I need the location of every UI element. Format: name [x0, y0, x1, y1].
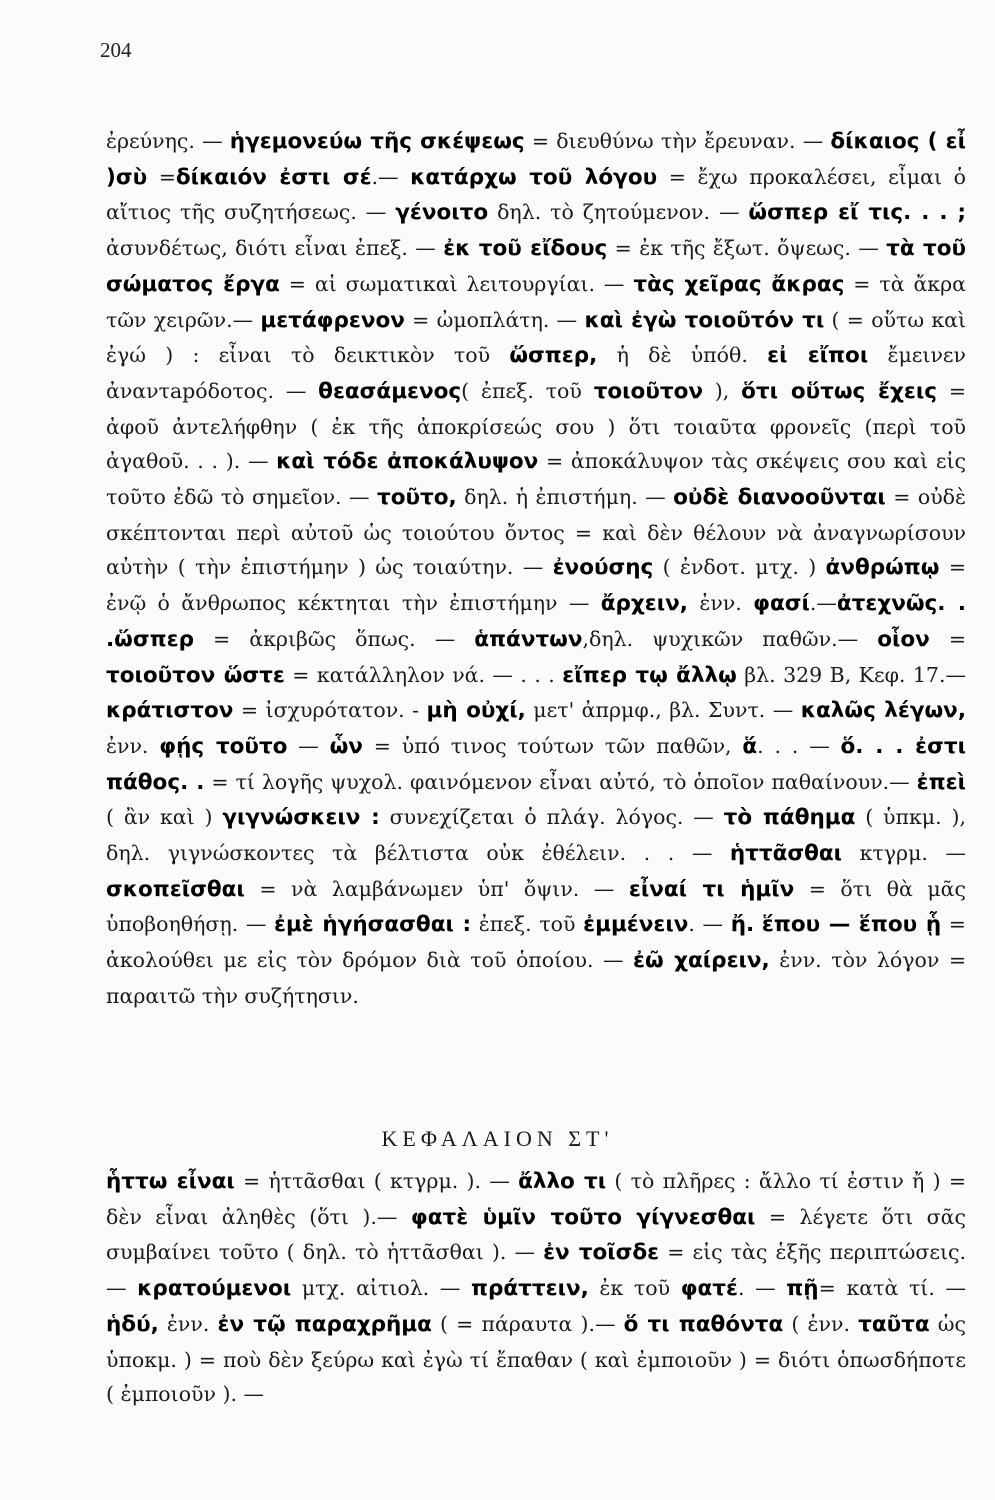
gloss-text: ἀσυνδέτως, διότι εἶναι ἐπεξ. — [106, 236, 444, 261]
gloss-text: = τὰ ἄκρα τῶν χειρῶν.— [106, 271, 966, 332]
lemma-term: ἐν τῷ παραχρῆμα [217, 1311, 432, 1337]
lemma-term: φατὲ ὑμῖν τοῦτο γίγνεσθαι [410, 1204, 756, 1230]
gloss-text: μετ' ἀπρμφ., βλ. Συντ. — [525, 698, 801, 723]
gloss-text: = ἔχω προκαλέσει, εἶμαι ὁ αἴτιος τῆς συζητήσεως. — [106, 164, 966, 225]
gloss-text: — [287, 733, 330, 758]
lemma-term: εἰ εἴποι [767, 343, 869, 369]
gloss-text: = αἱ σωματικαὶ λειτουργίαι. — [279, 271, 634, 296]
gloss-text: = [147, 164, 176, 189]
lemma-term: κατάρχω τοῦ λόγου [410, 164, 658, 190]
lemma-term: τὰς χεῖρας ἄκρας [633, 271, 845, 297]
lemma-term: πράττειν, [471, 1276, 589, 1302]
lemma-term: τοιοῦτον [593, 378, 703, 404]
lemma-term: οἷον [877, 626, 930, 652]
lemma-term: ταῦτα [858, 1311, 930, 1337]
lemma-term: γιγνώσκειν : [222, 805, 380, 831]
gloss-text: ὡς ὑποκμ. ) = ποὺ δὲν ξεύρω καὶ ἐγὼ τί ἔπαθαν ( καὶ ἐμποιοῦν ) = διότι ὁπωσδήποτε ( ἐμποιοῦν ). — [106, 1311, 966, 1407]
gloss-text: ), [702, 378, 742, 403]
gloss-text: = νὰ λαμβάνωμεν ὑπ' ὄψιν. — [244, 876, 629, 901]
gloss-text: = οὐδὲ σκέπτονται περὶ αὐτοῦ ὡς τοιούτου ὄντος = καὶ δὲν θέλουν νὰ ἀναγνωρίσουν αὐτὴν ( τὴν ἐπιστήμην ) ὡς τοιαύτην. — [106, 485, 967, 580]
lemma-term: οὐδὲ διανοοῦνται [673, 485, 886, 511]
gloss-text: = κατὰ τί. — [818, 1276, 966, 1301]
gloss-text: μτχ. αἰτιολ. — [291, 1276, 471, 1301]
gloss-text: .— [809, 591, 837, 616]
lemma-term: ἁπάντων [474, 626, 583, 652]
gloss-text: . — [737, 1276, 787, 1301]
lemma-term: ἕπου — ἕπου ᾗ [761, 912, 942, 938]
lemma-term: ὅ τι παθόντα [623, 1311, 784, 1337]
lemma-term: ἐμμένειν [583, 912, 689, 938]
lemma-term: κρατούμενοι [137, 1276, 292, 1302]
lemma-term: κράτιστον [106, 698, 234, 724]
lemma-term: τοῦτο, [376, 485, 457, 511]
gloss-text: ἐνν. [158, 1311, 218, 1336]
gloss-text: ( ἂν καὶ ) [106, 805, 223, 830]
lemma-term: ἡγεμονεύω τῆς σκέψεως [229, 129, 525, 154]
lemma-term: ὅτι οὕτως ἔχεις [741, 378, 937, 404]
lemma-term: ἐνούσης [552, 555, 654, 581]
lemma-term: ὧν [329, 733, 363, 759]
lemma-term: ἐκ τοῦ εἴδους [443, 236, 608, 262]
lemma-term: θεασάμενος [318, 378, 462, 404]
lemma-term: φατέ [680, 1276, 738, 1302]
commentary-block-1 [106, 124, 966, 1014]
gloss-text: = ἡττᾶσθαι ( κτγρμ. ). — [234, 1169, 519, 1193]
lemma-term: φῄς τοῦτο [159, 733, 288, 759]
gloss-text: ἐκ τοῦ [588, 1276, 681, 1301]
gloss-text: = τί λογῆς ψυχολ. φαινόμενον εἶναι αὐτό, τὸ ὁποῖον παθαίνουν.— [204, 769, 917, 794]
lemma-term: πῇ [786, 1276, 819, 1302]
lemma-term: δίκαιόν ἐστι σέ [175, 164, 372, 190]
lemma-term: ἐμὲ ἡγήσασθαι : [274, 912, 472, 938]
gloss-text: = ἀκριβῶς ὅπως. — [193, 626, 475, 651]
gloss-text: . . . — [757, 733, 841, 758]
gloss-text: = εἰς τὰς ἑξῆς περιπτώσεις. — [106, 1240, 966, 1301]
gloss-text: = ἐνῷ ὁ ἄνθρωπος κέκτηται τὴν ἐπιστήμην — [106, 555, 967, 616]
lemma-term: ὥσπερ εἴ τις. . . ; [748, 200, 966, 226]
lemma-term: καὶ τόδε ἀποκάλυψον [276, 449, 539, 475]
gloss-text: ( = οὕτω καὶ ἐγώ ) : εἶναι τὸ δεικτικὸν τοῦ [106, 307, 967, 368]
gloss-text: ,δηλ. ψυχικῶν παθῶν.— [582, 626, 878, 651]
lemma-term: τοιοῦτον ὥστε [106, 662, 285, 688]
lemma-term: καλῶς λέγων, [800, 698, 966, 724]
gloss-text: = διευθύνω τὴν ἔρευναν. — [524, 129, 831, 153]
page-number: 204 [100, 38, 132, 62]
gloss-text [754, 912, 762, 936]
lemma-term: ἄλλο τι [518, 1169, 607, 1194]
gloss-text: συνεχίζεται ὁ πλάγ. λόγος. — [379, 805, 724, 830]
lemma-term: φασί [753, 591, 810, 617]
commentary-block-2 [106, 1164, 966, 1412]
gloss-text: ἔμεινεν ἀναντapόδοτος. — [106, 343, 966, 403]
gloss-text: ( = πάραυτα ).— [431, 1311, 624, 1336]
gloss-text: ἐρεύνης. — [106, 129, 230, 153]
lemma-term: ὅ. . . ἐστι πάθος. . [106, 733, 966, 795]
lemma-term: σκοπεῖσθαι [106, 876, 245, 902]
gloss-text: = ἀκολούθει με εἰς τὸν δρόμον διὰ τοῦ ὁποίου. — [106, 912, 966, 973]
gloss-text: ἐπεξ. τοῦ [471, 912, 584, 937]
lemma-term: εἶναί τι ἡμῖν [628, 876, 795, 902]
lemma-term: τὸ πάθημα [723, 805, 856, 831]
gloss-text: δηλ. τὸ ζητούμενον. — [488, 200, 749, 225]
commentary-paragraph-2 [106, 1164, 966, 1412]
lemma-term: δίκαιος ( εἶ )σὺ [106, 129, 966, 190]
gloss-text: = λέγετε ὅτι σᾶς συμβαίνει τοῦτο ( δηλ. τὸ ἡττᾶσθαι ). — [106, 1204, 966, 1265]
gloss-text: δηλ. ἡ ἐπιστήμη. — [456, 485, 674, 510]
lemma-term: ἄρχειν, [600, 591, 688, 617]
gloss-text: . — [688, 912, 731, 937]
lemma-term: ἐν τοῖσδε [543, 1240, 660, 1266]
lemma-term: ἀνθρώπῳ [825, 555, 940, 581]
lemma-term: καὶ ἐγὼ τοιοῦτόν τι [584, 307, 825, 333]
gloss-text: ( ὑπκμ. ), δηλ. γιγνώσκοντες τὰ βέλτιστα οὐκ ἐθέλειν. . . — [106, 805, 966, 866]
lemma-term: εἴπερ τῳ ἄλλῳ [562, 662, 737, 688]
gloss-text: .— [371, 164, 411, 189]
gloss-text: κτγρμ. — [842, 841, 966, 866]
lemma-term: ἧττω εἶναι [106, 1169, 235, 1194]
gloss-text: ( ἐπεξ. τοῦ [461, 378, 594, 403]
gloss-text: ἐνν. [687, 591, 754, 616]
gloss-text: = ὠμοπλάτη. — [404, 307, 585, 332]
gloss-text: ἐνν. [106, 733, 160, 758]
gloss-text: = ὅτι θὰ μᾶς ὑποβοηθήσῃ. — [106, 876, 967, 937]
gloss-text: = [929, 626, 966, 651]
lemma-term: γένοιτο [395, 200, 489, 226]
lemma-term: ἐπεὶ [916, 769, 966, 795]
gloss-text: = ἰσχυρότατον. - [233, 698, 427, 723]
gloss-text: = κατάλληλον νά. — . . . [284, 662, 563, 687]
lemma-term: ἤ. [730, 912, 755, 938]
lemma-term: ἅ [742, 733, 758, 759]
lemma-term: μὴ οὐχί, [426, 698, 526, 724]
gloss-text: ἐνν. τὸν λόγον = παραιτῶ τὴν συζήτησιν. [106, 948, 966, 1008]
lemma-term: τὰ τοῦ σώματος ἔργα [106, 236, 967, 297]
lemma-term: ἀτεχνῶς. . .ὥσπερ [106, 591, 966, 652]
gloss-text: ( ἐνν. [783, 1311, 859, 1336]
gloss-text: βλ. 329 Β, Κεφ. 17.— [736, 662, 966, 687]
gloss-text: ( ἐνδοτ. μτχ. ) [653, 555, 826, 580]
lemma-term: ἡδύ, [106, 1311, 159, 1337]
gloss-text: = ἐκ τῆς ἔξωτ. ὄψεως. — [607, 236, 887, 261]
lemma-term: μετάφρενον [260, 307, 405, 333]
chapter-heading: ΚΕΦΑΛΑΙΟΝ ΣΤ' [381, 1126, 614, 1151]
commentary-paragraph-1 [106, 124, 966, 1014]
gloss-text: = ὑπό τινος τούτων τῶν παθῶν, [362, 733, 743, 758]
gloss-text: ἡ δὲ ὑπόθ. [597, 343, 768, 368]
gloss-text: ( τὸ πλῆρες : ἄλλο τί ἐστιν ἤ ) = δὲν εἶναι ἀληθὲς (ὅτι ).— [106, 1169, 967, 1229]
gloss-text: = ἀφοῦ ἀντελήφθην ( ἐκ τῆς ἀποκρίσεώς σου ) ὅτι τοιαῦτα φρονεῖς (περὶ τοῦ ἀγαθοῦ. . . ). — [106, 378, 967, 474]
lemma-term: ὥσπερ, [509, 343, 598, 369]
lemma-term: ἡττᾶσθαι [729, 841, 843, 867]
gloss-text: = ἀποκάλυψον τὰς σκέψεις σου καὶ εἰς τοῦτο ἐδῶ τὸ σημεῖον. — [106, 449, 966, 510]
lemma-term: ἐῶ χαίρειν, [633, 948, 770, 974]
